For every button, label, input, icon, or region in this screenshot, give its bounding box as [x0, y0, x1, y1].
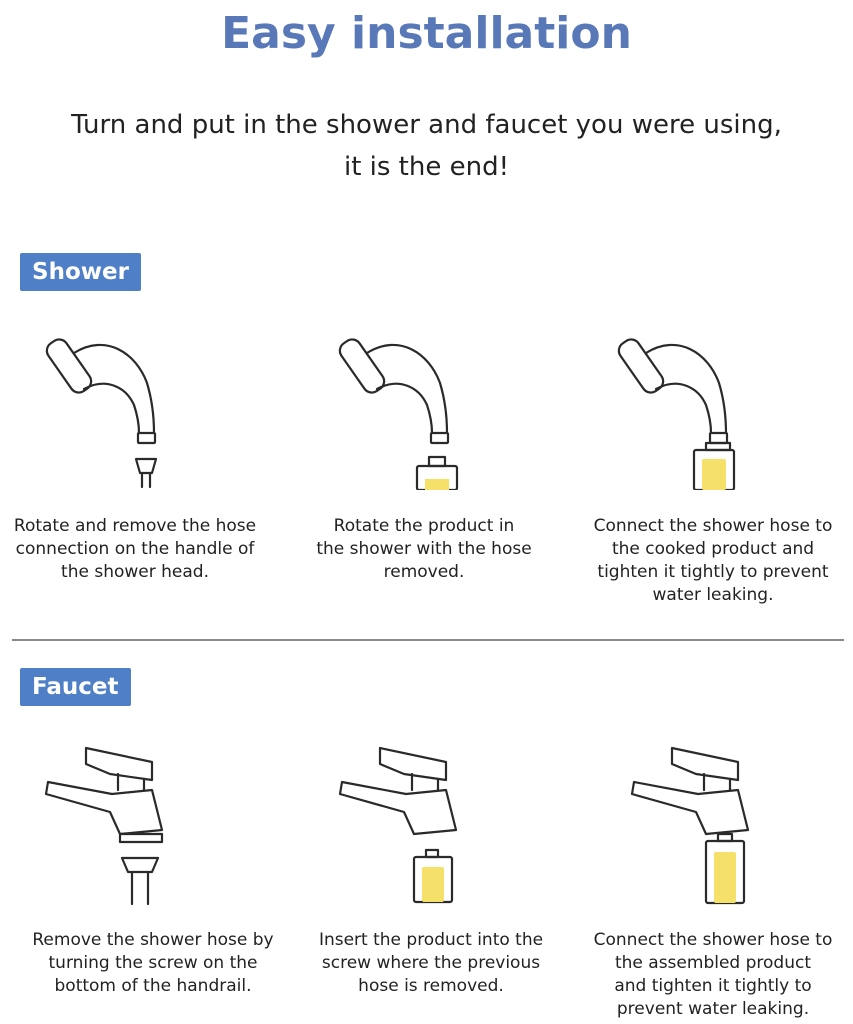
- faucet-hose-detached-icon: [40, 742, 180, 907]
- shower-step-2-caption: Rotate the product in the shower with the hose removed.: [316, 516, 532, 582]
- faucet-connected-filter-icon: [626, 742, 766, 907]
- shower-head-with-filter-icon: [333, 325, 473, 490]
- subtitle-line-1: Turn and put in the shower and faucet you were using,: [71, 110, 782, 140]
- page-title: Easy installation: [221, 8, 632, 59]
- shower-step-3-caption: Connect the shower hose to the cooked product and tighten it tightly to prevent water leaking.: [593, 516, 833, 605]
- faucet-step-2-caption: Insert the product into the screw where the previous hose is removed.: [318, 930, 544, 996]
- shower-head-detached-icon: [40, 325, 180, 490]
- subtitle-line-2: it is the end!: [343, 152, 510, 182]
- faucet-with-filter-icon: [334, 742, 474, 907]
- faucet-step-3-caption: Connect the shower hose to the assembled product and tighten it tightly to prevent water leaking.: [593, 930, 833, 1019]
- shower-head-connected-filter-icon: [612, 325, 752, 490]
- section-divider: [12, 639, 844, 641]
- faucet-step-1-caption: Remove the shower hose by turning the screw on the bottom of the handrail.: [32, 930, 274, 996]
- faucet-section-badge: Faucet: [20, 668, 131, 706]
- shower-step-1-caption: Rotate and remove the hose connection on the handle of the shower head.: [13, 516, 257, 582]
- shower-section-badge: Shower: [20, 253, 141, 291]
- subtitle: [0, 104, 853, 188]
